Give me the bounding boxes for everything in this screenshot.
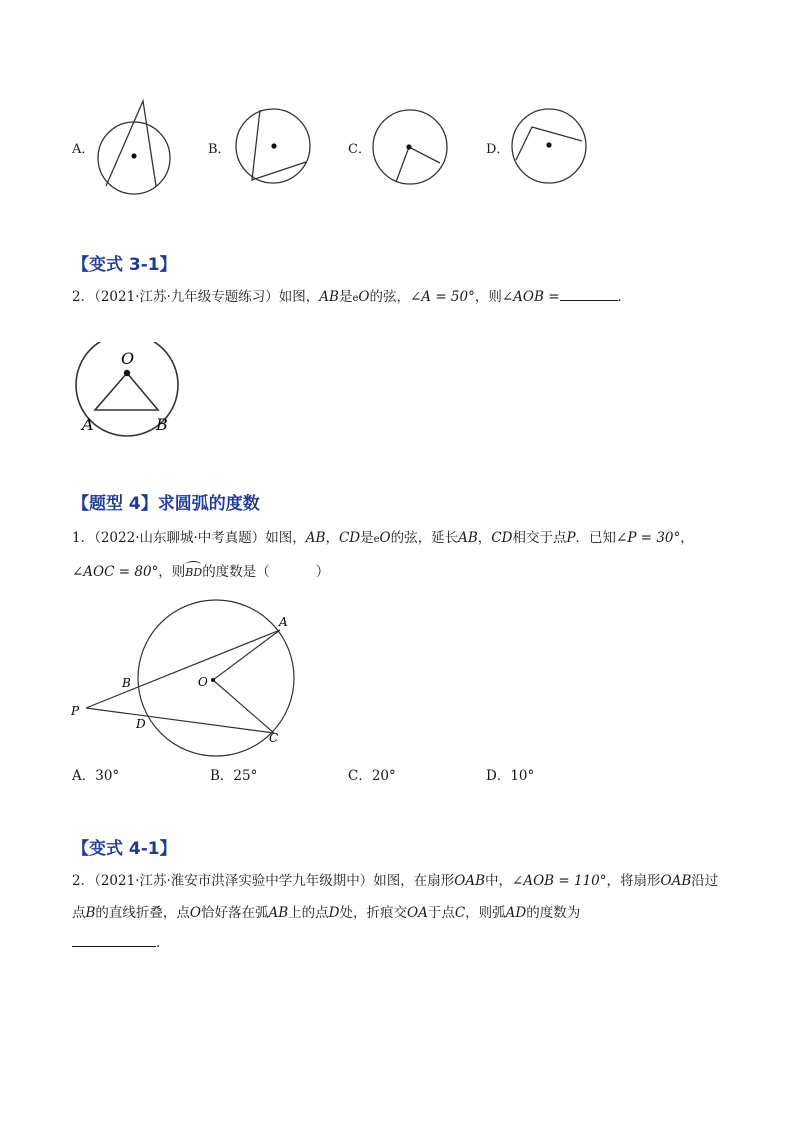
question-text: ，则 bbox=[474, 289, 502, 305]
label-a: A bbox=[82, 415, 94, 434]
question-text: 沿过 bbox=[691, 873, 719, 889]
option-a-figure bbox=[92, 98, 176, 198]
question-source: （2022·山东聊城·中考真题） bbox=[94, 530, 266, 546]
variant-4-1-line2 bbox=[72, 902, 580, 924]
variant-3-1-question bbox=[72, 286, 631, 310]
question-text: ） bbox=[315, 564, 330, 580]
question-end: ． bbox=[617, 289, 632, 305]
variant-4-1-line1 bbox=[72, 870, 718, 892]
segment-ab: AB bbox=[305, 530, 326, 546]
variant-4-1-line3 bbox=[72, 932, 170, 954]
arc-ab: AB bbox=[268, 905, 289, 921]
label-a: A bbox=[279, 615, 288, 629]
segment-ab: AB bbox=[319, 289, 339, 305]
option-d-label: D． bbox=[486, 142, 510, 157]
question-text: 如图，在扇形 bbox=[373, 873, 455, 889]
label-c: C bbox=[269, 731, 279, 745]
label-o: O bbox=[198, 675, 208, 689]
option-a-label: A． bbox=[72, 142, 95, 157]
question-text: 如图， bbox=[278, 289, 320, 305]
option-a[interactable] bbox=[72, 765, 119, 787]
separator: ， bbox=[325, 530, 339, 546]
point-p: P bbox=[566, 530, 576, 546]
option-b-figure bbox=[228, 98, 318, 198]
option-c[interactable] bbox=[348, 765, 396, 787]
type-4-figure bbox=[62, 592, 312, 764]
type-4-options bbox=[72, 765, 722, 787]
question-text: 是 bbox=[360, 530, 374, 546]
segment-ab: AB bbox=[458, 530, 478, 546]
type-4-question-line1 bbox=[72, 527, 694, 551]
option-value: 20° bbox=[371, 768, 396, 784]
variant-3-1-heading: 【变式 3-1】 bbox=[72, 255, 177, 275]
question-text: 的弦，延长 bbox=[390, 530, 459, 546]
question-number: 2． bbox=[72, 873, 95, 889]
option-value: 30° bbox=[95, 768, 120, 784]
question-text: 是 bbox=[338, 289, 353, 305]
question-end: ． bbox=[156, 935, 170, 951]
angle-a: ∠A = 50° bbox=[409, 289, 475, 305]
label-b: B bbox=[156, 415, 168, 434]
separator: ， bbox=[477, 530, 492, 546]
question-text: 处，折痕交 bbox=[339, 905, 407, 921]
point-o: O bbox=[189, 905, 201, 921]
question-text: 的直线折叠，点 bbox=[95, 905, 190, 921]
question-text: 如图， bbox=[265, 530, 306, 546]
question-text: ， bbox=[680, 530, 694, 546]
option-label: B． bbox=[210, 768, 234, 784]
question-text: 中， bbox=[485, 873, 513, 889]
answer-blank[interactable] bbox=[560, 300, 618, 301]
segment-cd: CD bbox=[338, 530, 361, 546]
question-text: 的度数为 bbox=[526, 905, 581, 921]
label-d: D bbox=[136, 717, 146, 731]
question-text: 点 bbox=[72, 905, 86, 921]
variant-3-1-figure bbox=[68, 342, 188, 438]
sector-oab: OAB bbox=[454, 873, 486, 889]
question-text: 的度数是（ bbox=[202, 564, 270, 580]
question-source: （2021·江苏·九年级专题练习） bbox=[94, 289, 279, 305]
option-c-label: C． bbox=[348, 142, 371, 157]
angle-aob: ∠AOB = bbox=[501, 289, 560, 305]
question-text: 的弦， bbox=[369, 289, 410, 305]
circle-o: O bbox=[358, 289, 370, 305]
variant-4-1-heading: 【变式 4-1】 bbox=[72, 839, 177, 859]
arc-bd-label: BD bbox=[185, 566, 203, 579]
label-b: B bbox=[122, 676, 131, 690]
question-text: ，则 bbox=[158, 564, 186, 580]
label-p: P bbox=[71, 704, 80, 718]
option-label: C． bbox=[348, 768, 372, 784]
option-b[interactable] bbox=[210, 765, 257, 787]
option-value: 25° bbox=[233, 768, 258, 784]
option-d-figure bbox=[508, 98, 592, 198]
option-c-figure bbox=[368, 98, 452, 198]
question-text: 相交于点 bbox=[512, 530, 567, 546]
angle-aob: ∠AOB = 110° bbox=[512, 873, 607, 889]
option-label: A． bbox=[72, 768, 96, 784]
arc-ad: AD bbox=[505, 905, 527, 921]
question-number: 2． bbox=[72, 289, 95, 305]
option-d[interactable] bbox=[486, 765, 534, 787]
question-text: ．已知 bbox=[575, 530, 617, 546]
type-4-heading: 【题型 4】求圆弧的度数 bbox=[72, 494, 260, 514]
angle-aoc: ∠AOC = 80° bbox=[72, 564, 159, 580]
point-d: D bbox=[328, 905, 340, 921]
question-text: 于点 bbox=[427, 905, 455, 921]
option-b-label: B． bbox=[208, 142, 231, 157]
segment-cd: CD bbox=[491, 530, 513, 546]
top-options-row bbox=[0, 90, 794, 200]
circle-o: O bbox=[379, 530, 391, 546]
answer-blank[interactable] bbox=[72, 946, 156, 947]
question-text: ，将扇形 bbox=[606, 873, 661, 889]
type-4-question-line2 bbox=[72, 561, 329, 584]
option-value: 10° bbox=[510, 768, 535, 784]
arc-mark bbox=[186, 561, 201, 568]
question-text: 上的点 bbox=[288, 905, 329, 921]
question-source: （2021·江苏·淮安市洪泽实验中学九年级期中） bbox=[94, 873, 374, 889]
circle-symbol: e bbox=[352, 293, 359, 304]
label-o: O bbox=[121, 349, 135, 368]
circle-symbol: e bbox=[373, 534, 380, 545]
question-text: 恰好落在弧 bbox=[201, 905, 269, 921]
sector-oab: OAB bbox=[660, 873, 692, 889]
option-label: D． bbox=[486, 768, 511, 784]
segment-oa: OA bbox=[407, 905, 428, 921]
point-b: B bbox=[85, 905, 96, 921]
question-number: 1． bbox=[72, 530, 95, 546]
arc-bd bbox=[185, 561, 202, 584]
point-c: C bbox=[454, 905, 466, 921]
question-text: ，则弧 bbox=[465, 905, 506, 921]
angle-p: ∠P = 30° bbox=[616, 530, 681, 546]
